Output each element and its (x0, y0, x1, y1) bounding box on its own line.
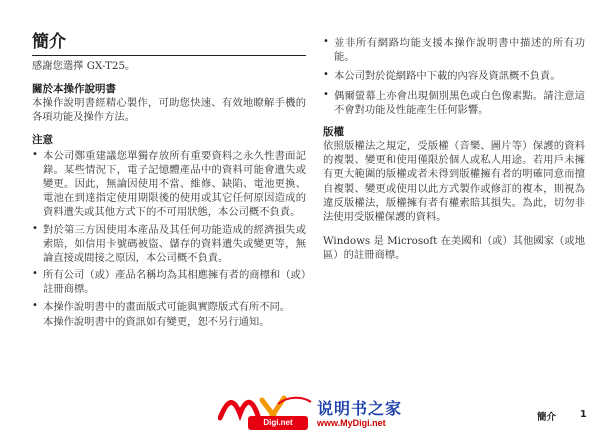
bullet-icon: • (32, 148, 38, 160)
footer (0, 392, 613, 435)
section-title: 簡介 (32, 32, 306, 56)
thanks-text: 感謝您選擇 GX-T25。 (32, 60, 136, 72)
list-item (323, 89, 585, 117)
left-column (32, 32, 306, 332)
bullet-icon: • (323, 36, 329, 47)
bullet-icon: • (32, 222, 38, 234)
note-text: 並非所有網路均能支援本操作說明書中描述的所有功能。 (334, 37, 585, 64)
bullet-icon: • (32, 268, 38, 280)
list-item (323, 36, 585, 64)
copyright-heading: 版權 (323, 126, 344, 139)
list-item (32, 268, 306, 296)
bullet-icon: • (323, 88, 329, 100)
page-section-label: 簡介 (537, 412, 557, 423)
notes-list-continued (323, 36, 585, 117)
list-item (32, 300, 306, 329)
about-heading: 關於本操作說明書 (32, 83, 116, 96)
note-text: 本公司對於從網路中下載的內容及資訊概不負責。 (334, 70, 561, 83)
right-column (323, 34, 585, 263)
note-text: 本操作說明書中的畫面版式可能與實際版式有所不同。 (43, 300, 291, 313)
logo-subtext: Digi.net (248, 416, 308, 430)
about-text: 本操作說明書經精心製作，可助您快速、有效地瞭解手機的各項功能及操作方法。 (32, 97, 306, 124)
note-extra-text: 本操作說明書中的資訊如有變更，恕不另行通知。 (43, 315, 270, 328)
note-text: 偶爾螢幕上亦會出現個別黑色或白色像素點。請注意這不會對功能及性能產生任何影響。 (334, 89, 585, 116)
note-text: 所有公司（或）產品名稱均為其相應擁有者的商標和（或）註冊商標。 (43, 269, 306, 296)
copyright-text: 依照版權法之規定，受版權（音樂、圖片等）保護的資料的複製、變更和使用僅限於個人或私人用途。若用戶未擁有更大範圍的版權或者未得到版權擁有者的明確同意而擅自複製、變更或使用以此方式製作或修訂的複本，則視為違反版權法，版權擁有者有權索賠其損失。為此，切勿非法使用受版權保護的資料。 (323, 140, 585, 224)
note-text: 對於第三方因使用本產品及其任何功能造成的經濟損失或索賠，如信用卡號碼被盜、儲存的資料遺失或變更等，無論直接或間接之原因，本公司概不負責。 (43, 223, 306, 265)
bullet-icon: • (323, 69, 329, 81)
page-number: 1 (580, 409, 587, 420)
list-item (32, 149, 306, 220)
bullet-icon: • (32, 299, 38, 311)
trademark-text: Windows 是 Microsoft 在美國和（或）其他國家（或地區）的註冊商標。 (323, 235, 585, 262)
list-item (32, 223, 306, 266)
notes-heading: 注意 (32, 133, 53, 146)
notes-list (32, 149, 306, 329)
note-text: 本公司鄭重建議您單獨存放所有重要資料之永久性書面記錄。某些情況下，電子記憶體產品中的資料可能會遺失或變更。因此，無論因使用不當、維修、缺陷、電池更換、電池在到達指定使用期限後的使用或其它任何原因造成的資料遺失或其他方式下的不可用狀態，本公司概不負責。 (43, 149, 306, 219)
list-item (323, 69, 585, 83)
site-url: www.MyDigi.net (317, 418, 386, 428)
site-slogan: 说明书之家 (317, 399, 403, 418)
